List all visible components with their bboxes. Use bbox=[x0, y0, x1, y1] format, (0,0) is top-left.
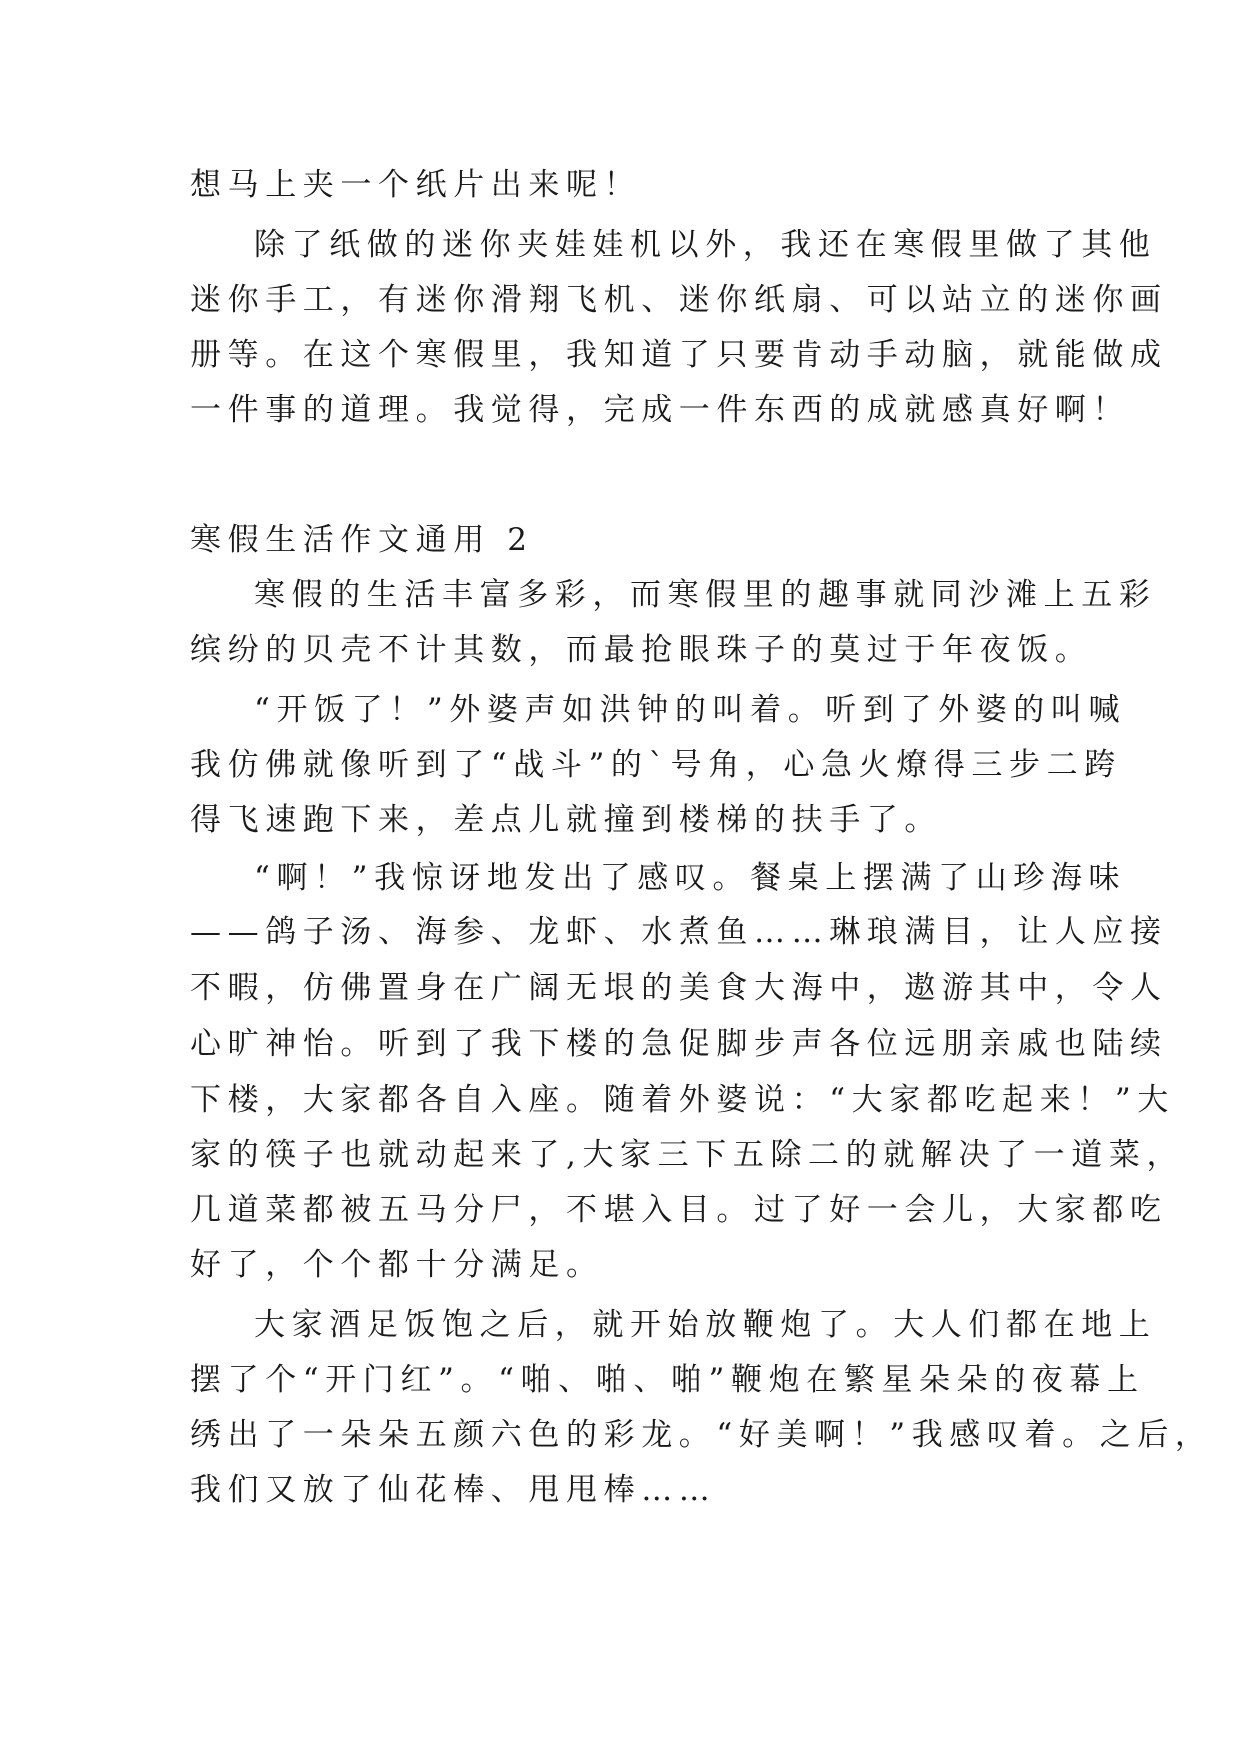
text-line: 下楼，大家都各自入座。随着外婆说：“大家都吃起来！”大 bbox=[190, 1082, 1175, 1118]
text-line: 我仿佛就像听到了“战斗”的`号角，心急火燎得三步二跨 bbox=[190, 747, 1122, 783]
text-line: 绣出了一朵朵五颜六色的彩龙。“好美啊！”我感叹着。之后， bbox=[190, 1417, 1213, 1453]
text-line: 家的筷子也就动起来了,大家三下五除二的就解决了一道菜， bbox=[190, 1137, 1185, 1173]
section-title: 寒假生活作文通用 2 bbox=[190, 522, 534, 558]
text-line: 得飞速跑下来，差点儿就撞到楼梯的扶手了。 bbox=[190, 802, 942, 838]
text-line: 几道菜都被五马分尸，不堪入目。过了好一会儿，大家都吃 bbox=[190, 1192, 1168, 1228]
paragraph-first-line: 寒假的生活丰富多彩，而寒假里的趣事就同沙滩上五彩 bbox=[254, 577, 1157, 613]
text-line: 一件事的道理。我觉得，完成一件东西的成就感真好啊！ bbox=[190, 392, 1130, 428]
text-line: ——鸽子汤、海参、龙虾、水煮鱼……琳琅满目，让人应接 bbox=[190, 914, 1168, 950]
text-line: 册等。在这个寒假里，我知道了只要肯动手动脑，就能做成 bbox=[190, 337, 1168, 373]
paragraph-first-line: “开饭了！”外婆声如洪钟的叫着。听到了外婆的叫喊 bbox=[254, 692, 1127, 728]
text-line: 好了，个个都十分满足。 bbox=[190, 1247, 604, 1283]
paragraph-first-line: 除了纸做的迷你夹娃娃机以外，我还在寒假里做了其他 bbox=[254, 227, 1157, 263]
text-line: 缤纷的贝壳不计其数，而最抢眼珠子的莫过于年夜饭。 bbox=[190, 632, 1093, 668]
paragraph-first-line: “啊！”我惊讶地发出了感叹。餐桌上摆满了山珍海味 bbox=[254, 860, 1127, 896]
text-line: 迷你手工，有迷你滑翔飞机、迷你纸扇、可以站立的迷你画 bbox=[190, 282, 1168, 318]
text-line: 想马上夹一个纸片出来呢！ bbox=[190, 167, 642, 203]
text-line: 不暇，仿佛置身在广阔无垠的美食大海中，遨游其中，令人 bbox=[190, 970, 1168, 1006]
text-line: 我们又放了仙花棒、甩甩棒…… bbox=[190, 1472, 717, 1508]
text-line: 心旷神怡。听到了我下楼的急促脚步声各位远朋亲戚也陆续 bbox=[190, 1026, 1168, 1062]
text-line: 摆了个“开门红”。“啪、啪、啪”鞭炮在繁星朵朵的夜幕上 bbox=[190, 1362, 1145, 1398]
paragraph-first-line: 大家酒足饭饱之后，就开始放鞭炮了。大人们都在地上 bbox=[254, 1307, 1157, 1343]
